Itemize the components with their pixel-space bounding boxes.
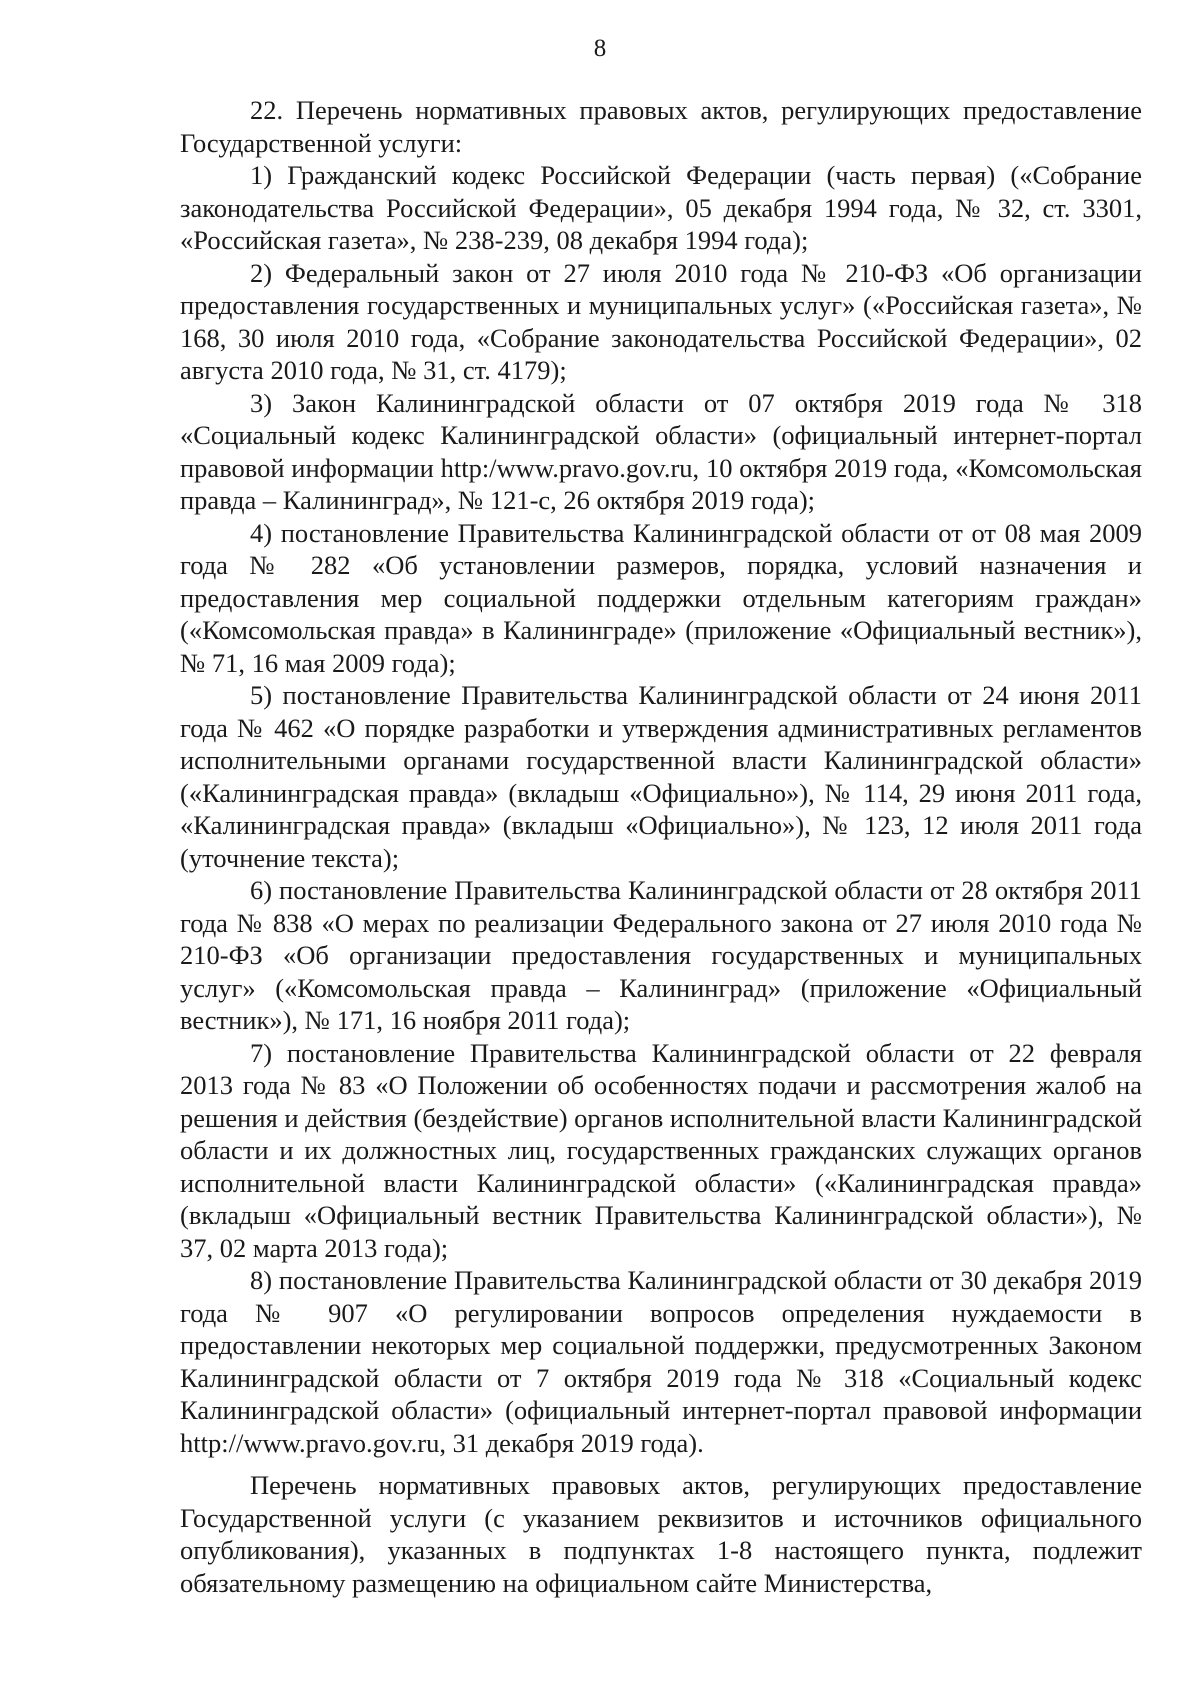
document-body bbox=[180, 94, 1142, 1599]
paragraph-item-4: 4) постановление Правительства Калининградской области от от 08 мая 2009 года № 282 «Об установлении размеров, порядка, условий назначения и предоставления мер социальной поддержки отдельным категориям граждан» («Комсомольская правда» в Калининграде» (приложение «Официальный вестник»), № 71, 16 мая 2009 года); bbox=[180, 517, 1142, 678]
paragraph-closing: Перечень нормативных правовых актов, регулирующих предоставление Государственной услуги (с указанием реквизитов и источников официального опубликования), указанных в подпунктах 1-8 настоящего пункта, подлежит обязательному размещению на официальном сайте Министерства, bbox=[180, 1470, 1142, 1598]
paragraph-item-6: 6) постановление Правительства Калининградской области от 28 октября 2011 года № 838 «О мерах по реализации Федерального закона от 27 июля 2010 года № 210-ФЗ «Об организации предоставления государственных и муниципальных услуг» («Комсомольская правда – Калининград» (приложение «Официальный вестник»), № 171, 16 ноября 2011 года); bbox=[180, 875, 1142, 1035]
page-number: 8 bbox=[593, 35, 607, 62]
paragraph-item-8: 8) постановление Правительства Калининградской области от 30 декабря 2019 года № 907 «О регулировании вопросов определения нуждаемости в предоставлении некоторых мер социальной поддержки, предусмотренных Законом Калининградской области от 7 октября 2019 года № 318 «Социальный кодекс Калининградской области» (официальный интернет-портал правовой информации http://www.pravo.gov.ru, 31 декабря 2019 года). bbox=[180, 1265, 1142, 1458]
paragraph-section-22-heading: 22. Перечень нормативных правовых актов, регулирующих предоставление Государственной услуги: bbox=[180, 95, 1142, 158]
paragraph-item-7: 7) постановление Правительства Калининградской области от 22 февраля 2013 года № 83 «О Положении об особенностях подачи и рассмотрения жалоб на решения и действия (бездействие) органов исполнительной власти Калининградской области и их должностных лиц, государственных гражданских служащих органов исполнительной власти Калининградской области» («Калининградская правда» (вкладыш «Официальный вестник Правительства Калининградской области»), № 37, 02 марта 2013 года); bbox=[180, 1037, 1143, 1263]
paragraph-item-1: 1) Гражданский кодекс Российской Федерации (часть первая) («Собрание законодательства Российской Федерации», 05 декабря 1994 года, № 32, ст. 3301, «Российская газета», № 238-239, 08 декабря 1994 года); bbox=[180, 160, 1142, 255]
paragraph-item-5: 5) постановление Правительства Калининградской области от 24 июня 2011 года № 462 «О порядке разработки и утверждения административных регламентов исполнительными органами государственной власти Калининградской области» («Калининградская правда» (вкладыш «Официально»), № 114, 29 июня 2011 года, «Калининградская правда» (вкладыш «Официально»), № 123, 12 июля 2011 года (уточнение текста); bbox=[180, 680, 1142, 873]
paragraph-item-3: 3) Закон Калининградской области от 07 октября 2019 года № 318 «Социальный кодекс Калининградской области» (официальный интернет-портал правовой информации http:/www.pravo.gov.ru, 10 октября 2019 года, «Комсомольская правда – Калининград», № 121-с, 26 октября 2019 года); bbox=[180, 387, 1142, 515]
paragraph-item-2: 2) Федеральный закон от 27 июля 2010 года № 210-ФЗ «Об организации предоставления государственных и муниципальных услуг» («Российская газета», № 168, 30 июля 2010 года, «Собрание законодательства Российской Федерации», 02 августа 2010 года, № 31, ст. 4179); bbox=[180, 257, 1142, 385]
